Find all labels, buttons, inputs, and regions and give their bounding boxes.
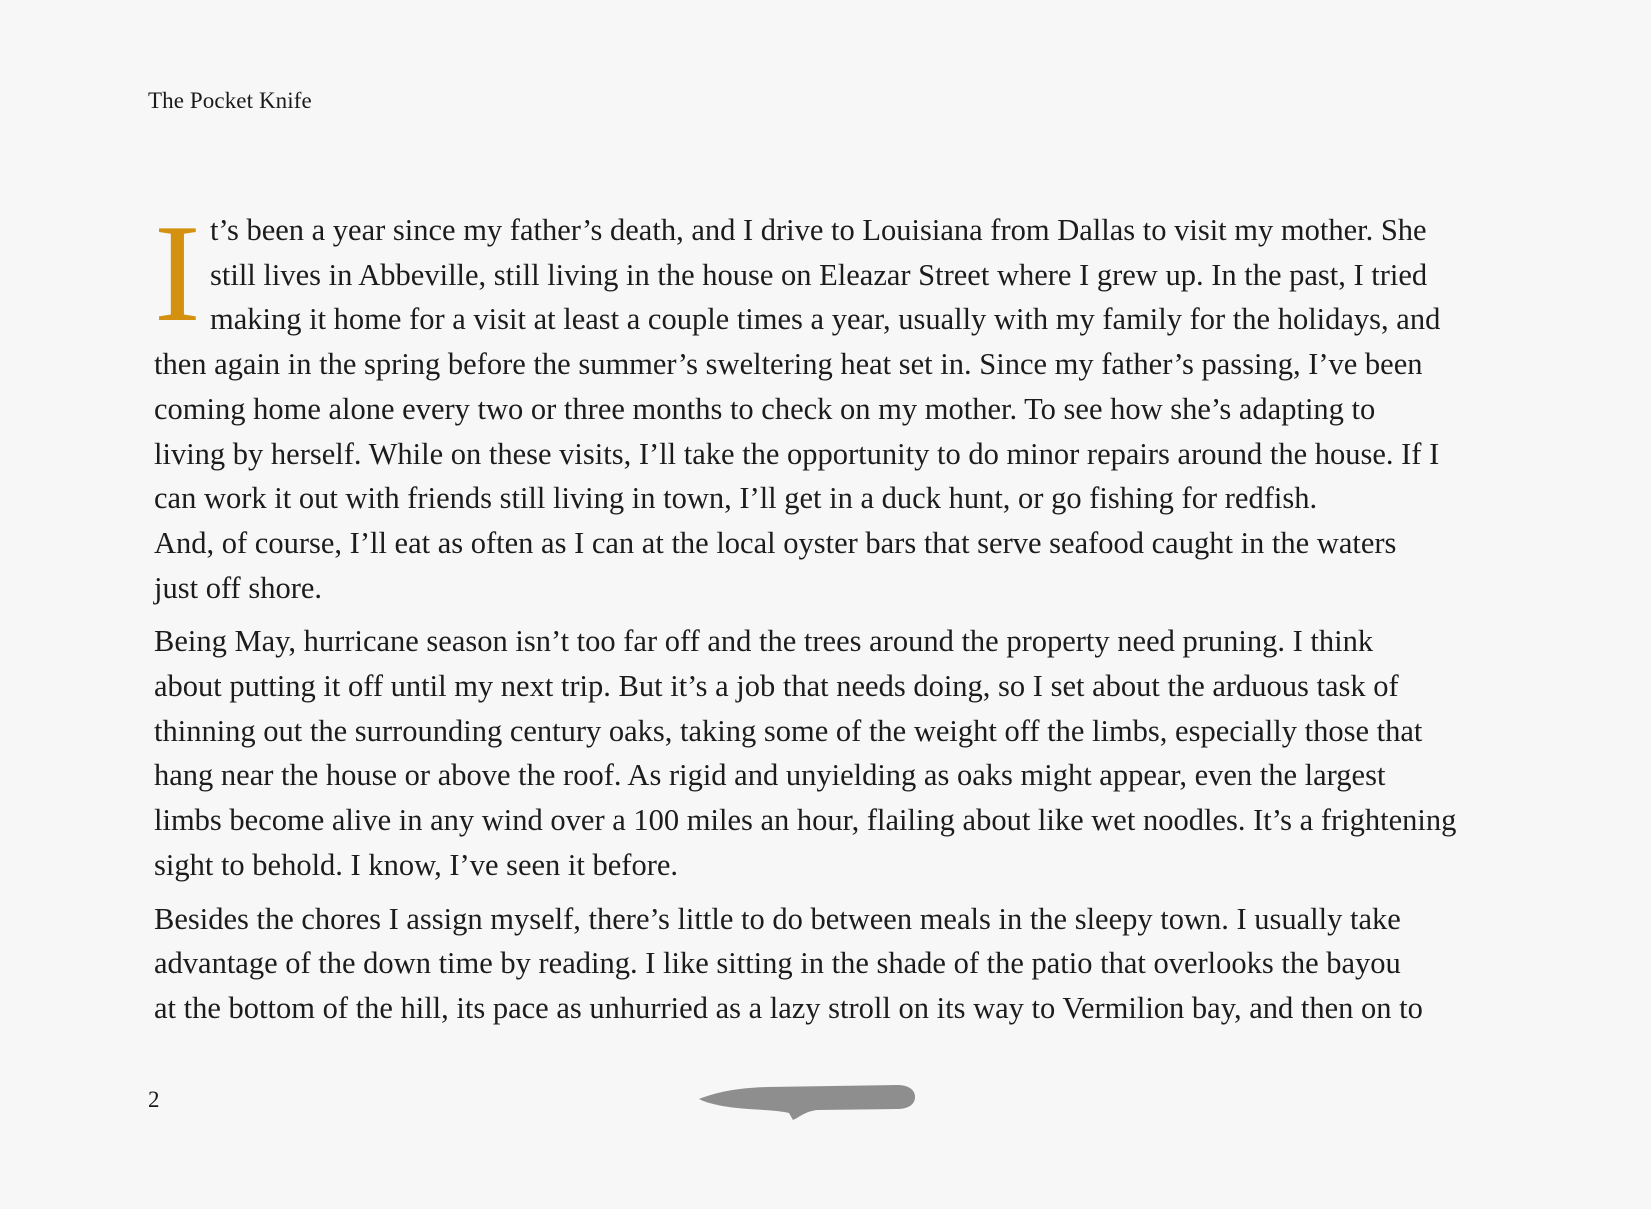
text-line: And, of course, I’ll eat as often as I can at the local oyster bars that serve seafood caught in the waters	[154, 525, 1397, 560]
text-line: advantage of the down time by reading. I like sitting in the shade of the patio that overlooks the bayou	[154, 946, 1401, 981]
text-line: coming home alone every two or three months to check on my mother. To see how she’s adapting to	[154, 391, 1376, 426]
body-text	[154, 196, 1574, 1040]
page-number: 2	[148, 1087, 160, 1112]
running-header: The Pocket Knife	[148, 88, 312, 113]
text-line: just off shore.	[154, 570, 323, 605]
text-line: then again in the spring before the summer’s sweltering heat set in. Since my father’s passing, I’ve been	[154, 347, 1423, 382]
paragraph-3	[154, 897, 1574, 1031]
text-line: t’s been a year since my father’s death, and I drive to Louisiana from Dallas to visit my mother. She	[210, 213, 1427, 247]
knife-icon	[697, 1080, 917, 1120]
text-line: living by herself. While on these visits, I’ll take the opportunity to do minor repairs around the house. If I	[154, 436, 1440, 471]
text-line: hang near the house or above the roof. As rigid and unyielding as oaks might appear, even the largest	[154, 758, 1386, 793]
text-line: thinning out the surrounding century oaks, taking some of the weight off the limbs, especially those that	[154, 713, 1423, 748]
text-line: Being May, hurricane season isn’t too far off and the trees around the property need pruning. I think	[154, 624, 1374, 659]
paragraph-2	[154, 619, 1574, 887]
text-line: Besides the chores I assign myself, there’s little to do between meals in the sleepy town. I usually take	[154, 901, 1401, 936]
text-line: still lives in Abbeville, still living in the house on Eleazar Street where I grew up. In the past, I tried	[210, 257, 1428, 292]
text-line: limbs become alive in any wind over a 100 miles an hour, flailing about like wet noodles. It’s a frightening	[154, 803, 1457, 838]
paragraph-1	[154, 196, 1574, 610]
text-line: sight to behold. I know, I’ve seen it before.	[154, 847, 679, 882]
text-line: making it home for a visit at least a couple times a year, usually with my family for the holidays, and	[210, 302, 1441, 337]
text-line: about putting it off until my next trip. But it’s a job that needs doing, so I set about the arduous task of	[154, 669, 1399, 704]
drop-cap: I	[154, 196, 201, 351]
text-line: can work it out with friends still living in town, I’ll get in a duck hunt, or go fishing for redfish.	[154, 481, 1318, 516]
text-line: at the bottom of the hill, its pace as unhurried as a lazy stroll on its way to Vermilion bay, and then on to	[154, 990, 1423, 1025]
